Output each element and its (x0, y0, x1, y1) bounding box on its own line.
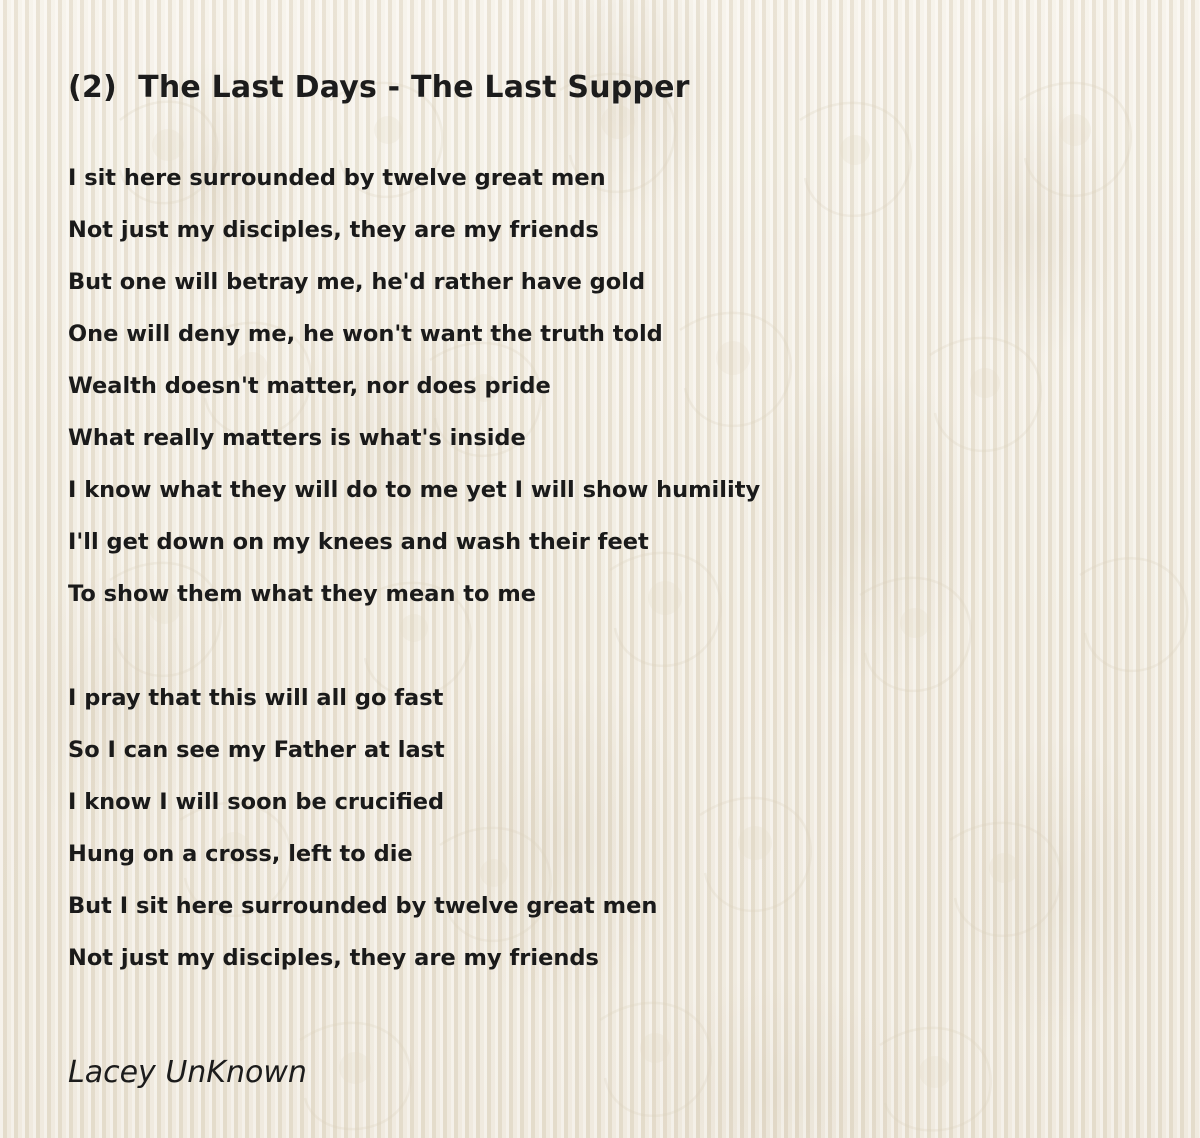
poem-line: To show them what they mean to me (68, 581, 537, 607)
poem-line: Wealth doesn't matter, nor does pride (68, 373, 551, 399)
poem-line: Not just my disciples, they are my friends (68, 945, 599, 971)
poem-line: So I can see my Father at last (68, 737, 445, 763)
poem-line: Hung on a cross, left to die (68, 841, 413, 867)
poem-line: I know what they will do to me yet I will show humility (68, 477, 761, 503)
poem-line: One will deny me, he won't want the truth told (68, 321, 663, 347)
poem-line: I know I will soon be crucified (68, 789, 445, 815)
stanza (68, 672, 1128, 984)
poem-line: I sit here surrounded by twelve great men (68, 165, 606, 191)
stanza (68, 152, 1128, 620)
poem-line: Not just my disciples, they are my friends (68, 217, 599, 243)
poem-line: But I sit here surrounded by twelve great men (68, 893, 658, 919)
poem-line: I pray that this will all go fast (68, 685, 444, 711)
poem-line: I'll get down on my knees and wash their feet (68, 529, 649, 555)
poem-author: Lacey UnKnown (68, 1055, 307, 1090)
poem-text (68, 152, 1128, 984)
poem-line: What really matters is what's inside (68, 425, 526, 451)
page-title: (2) The Last Days - The Last Supper (68, 70, 690, 106)
poem-line: But one will betray me, he'd rather have gold (68, 269, 646, 295)
